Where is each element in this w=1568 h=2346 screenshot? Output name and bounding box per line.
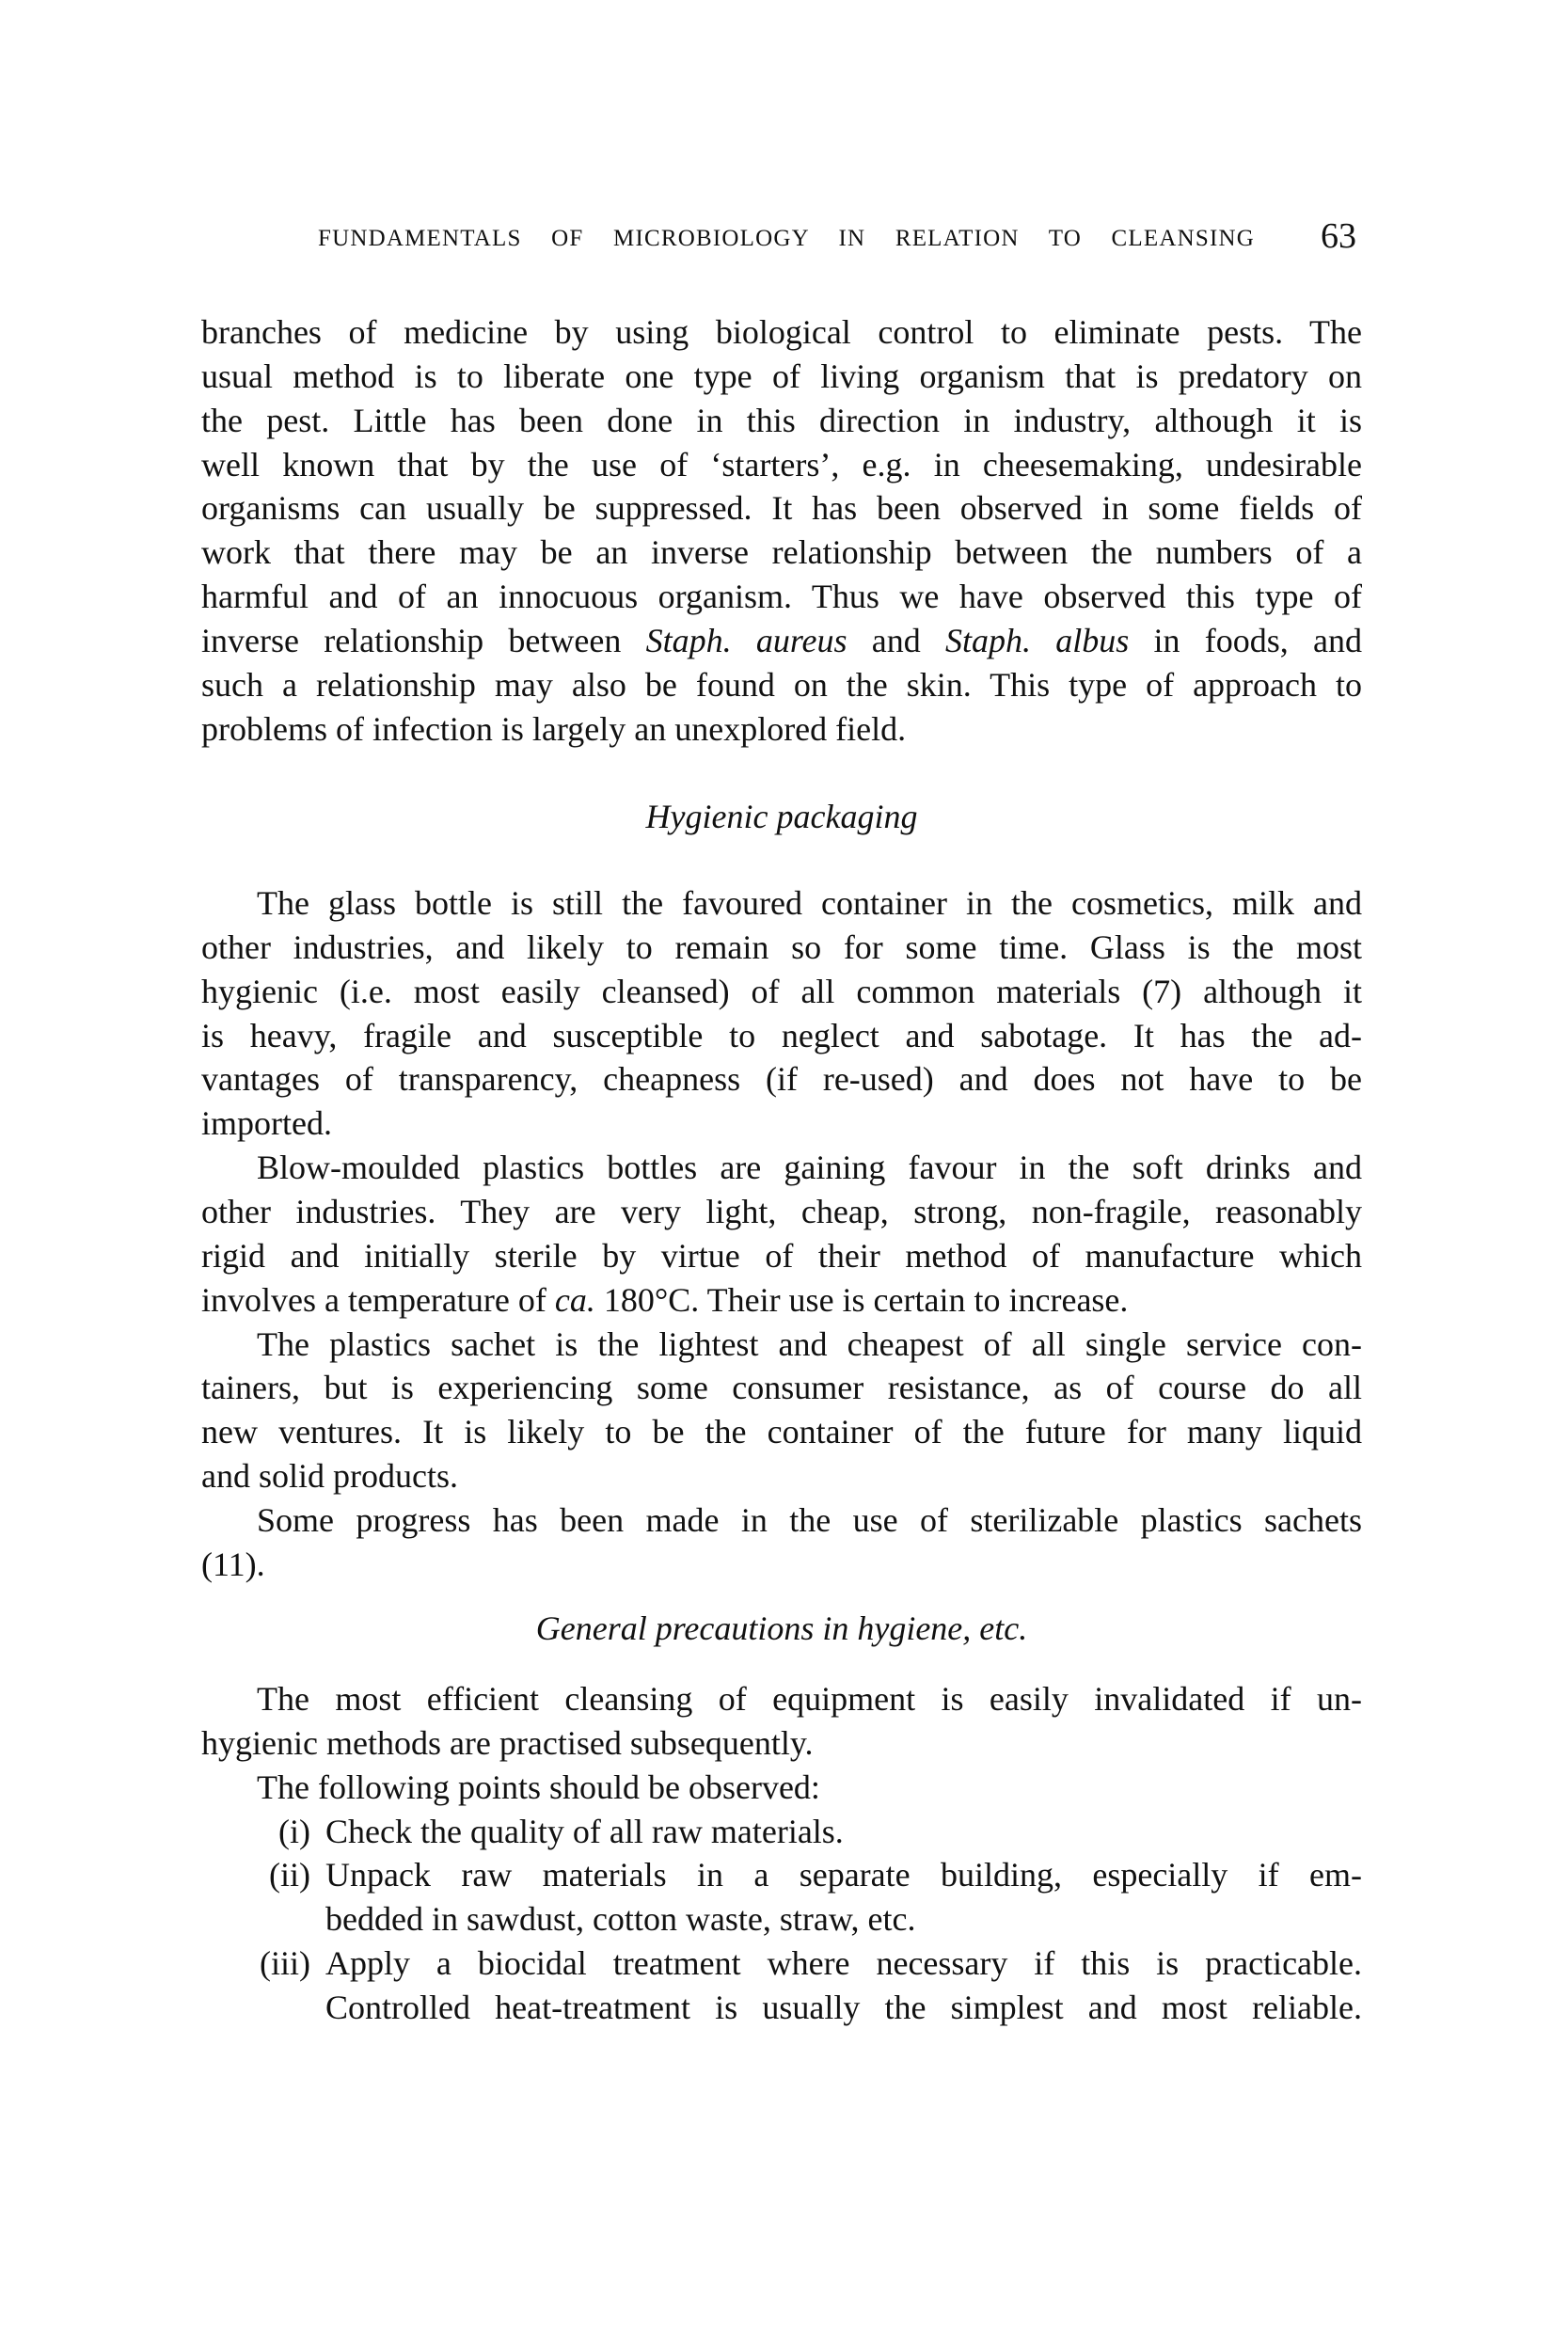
text-run: hygienic methods are practised subsequently. <box>201 1723 814 1762</box>
list-item-line: Controlled heat-treatment is usually the simplest and most reliable. <box>325 1988 1362 2026</box>
text-run: hygienic (i.e. most easily cleansed) of all common materials (7) although it <box>201 972 1362 1010</box>
paragraph-line <box>201 1234 1362 1277</box>
list-item-number: (iii) <box>260 1944 310 1983</box>
paragraph-line <box>257 1677 1362 1720</box>
paragraph-line <box>257 1323 1362 1366</box>
italic-term: Staph. albus <box>945 621 1130 659</box>
list-item-number: (ii) <box>269 1856 310 1894</box>
paragraph-line <box>201 310 1362 354</box>
list-item-number: (i) <box>278 1812 310 1850</box>
paragraph-line <box>201 707 1362 751</box>
paragraph-line <box>201 926 1362 969</box>
paragraph-line <box>257 1498 1362 1542</box>
text-run: The most efficient cleansing of equipment is easily invalidated if un- <box>257 1680 1362 1718</box>
text-run: (11). <box>201 1545 265 1583</box>
paragraph-line <box>201 1278 1362 1322</box>
paragraph-line <box>201 443 1362 486</box>
text-run: usual method is to liberate one type of living organism that is predatory on <box>201 357 1362 395</box>
paragraph-line <box>201 1057 1362 1101</box>
paragraph-line <box>257 1766 1362 1809</box>
paragraph-line <box>201 355 1362 398</box>
text-run: and solid products. <box>201 1457 458 1496</box>
text-run: inverse relationship between <box>201 621 646 659</box>
text-run: organisms can usually be suppressed. It has been observed in some fields of <box>201 489 1362 528</box>
text-run: The glass bottle is still the favoured container in the cosmetics, milk and <box>257 884 1362 922</box>
paragraph-line <box>201 1102 1362 1145</box>
text-run: 180°C. Their use is certain to increase. <box>594 1280 1129 1319</box>
paragraph-line <box>201 1543 1362 1586</box>
italic-term: Staph. aureus <box>645 621 847 659</box>
paragraph-line <box>201 1410 1362 1453</box>
paragraph-line <box>201 1721 1362 1765</box>
section-heading: General precautions in hygiene, etc. <box>535 1609 1028 1647</box>
text-run: and <box>847 621 946 659</box>
paragraph-line <box>201 575 1362 618</box>
text-run: work that there may be an inverse relationship between the numbers of a <box>201 533 1362 572</box>
paragraph-line <box>257 881 1362 925</box>
list-item-line: Check the quality of all raw materials. <box>325 1812 844 1850</box>
text-run: problems of infection is largely an unexplored field. <box>201 709 907 748</box>
text-run: rigid and initially sterile by virtue of their method of manufacture which <box>201 1236 1362 1275</box>
text-run: Some progress has been made in the use of sterilizable plastics sachets <box>257 1500 1362 1539</box>
paragraph-line <box>201 1454 1362 1498</box>
text-run: tainers, but is experiencing some consumer resistance, as of course do all <box>201 1369 1362 1407</box>
list-item-line: Unpack raw materials in a separate building, especially if em- <box>325 1856 1362 1894</box>
paragraph-line <box>201 1366 1362 1409</box>
text-run: such a relationship may also be found on the skin. This type of approach to <box>201 665 1362 704</box>
text-run: The following points should be observed: <box>257 1767 820 1806</box>
paragraph-line <box>201 531 1362 574</box>
paragraph-line <box>201 1014 1362 1057</box>
text-run: The plastics sachet is the lightest and cheapest of all single service con- <box>257 1324 1362 1363</box>
page-number: 63 <box>1321 216 1356 256</box>
text-run: other industries. They are very light, cheap, strong, non-fragile, reasonably <box>201 1192 1362 1230</box>
list-item-line: Apply a biocidal treatment where necessary if this is practicable. <box>325 1944 1362 1983</box>
italic-term: ca. <box>554 1280 595 1319</box>
text-run: is heavy, fragile and susceptible to neglect and sabotage. It has the ad- <box>201 1016 1362 1054</box>
text-run: branches of medicine by using biological control to eliminate pests. The <box>201 313 1362 351</box>
text-run: well known that by the use of ‘starters’, e.g. in cheesemaking, undesirable <box>201 445 1362 483</box>
text-run: new ventures. It is likely to be the container of the future for many liquid <box>201 1413 1362 1451</box>
paragraph-line <box>201 970 1362 1013</box>
list-item-line: bedded in sawdust, cotton waste, straw, etc. <box>325 1900 916 1939</box>
text-run: in foods, and <box>1129 621 1363 659</box>
text-run: imported. <box>201 1104 332 1143</box>
running-header: FUNDAMENTALS OF MICROBIOLOGY IN RELATION TO CLEANSING <box>318 226 1255 251</box>
paragraph-line <box>201 619 1362 662</box>
paragraph-line <box>201 486 1362 530</box>
text-run: involves a temperature of <box>201 1280 555 1319</box>
paragraph-line <box>201 1190 1362 1233</box>
text-run: the pest. Little has been done in this direction in industry, although it is <box>201 401 1362 439</box>
paragraph-line <box>257 1146 1362 1189</box>
paragraph-line <box>201 663 1362 706</box>
text-run: harmful and of an innocuous organism. Thus we have observed this type of <box>201 578 1362 616</box>
text-run: vantages of transparency, cheapness (if re-used) and does not have to be <box>201 1060 1362 1099</box>
paragraph-line <box>201 399 1362 442</box>
text-run: Blow-moulded plastics bottles are gaining favour in the soft drinks and <box>257 1149 1362 1187</box>
text-run: other industries, and likely to remain so for some time. Glass is the most <box>201 927 1362 966</box>
section-heading: Hygienic packaging <box>645 798 918 835</box>
